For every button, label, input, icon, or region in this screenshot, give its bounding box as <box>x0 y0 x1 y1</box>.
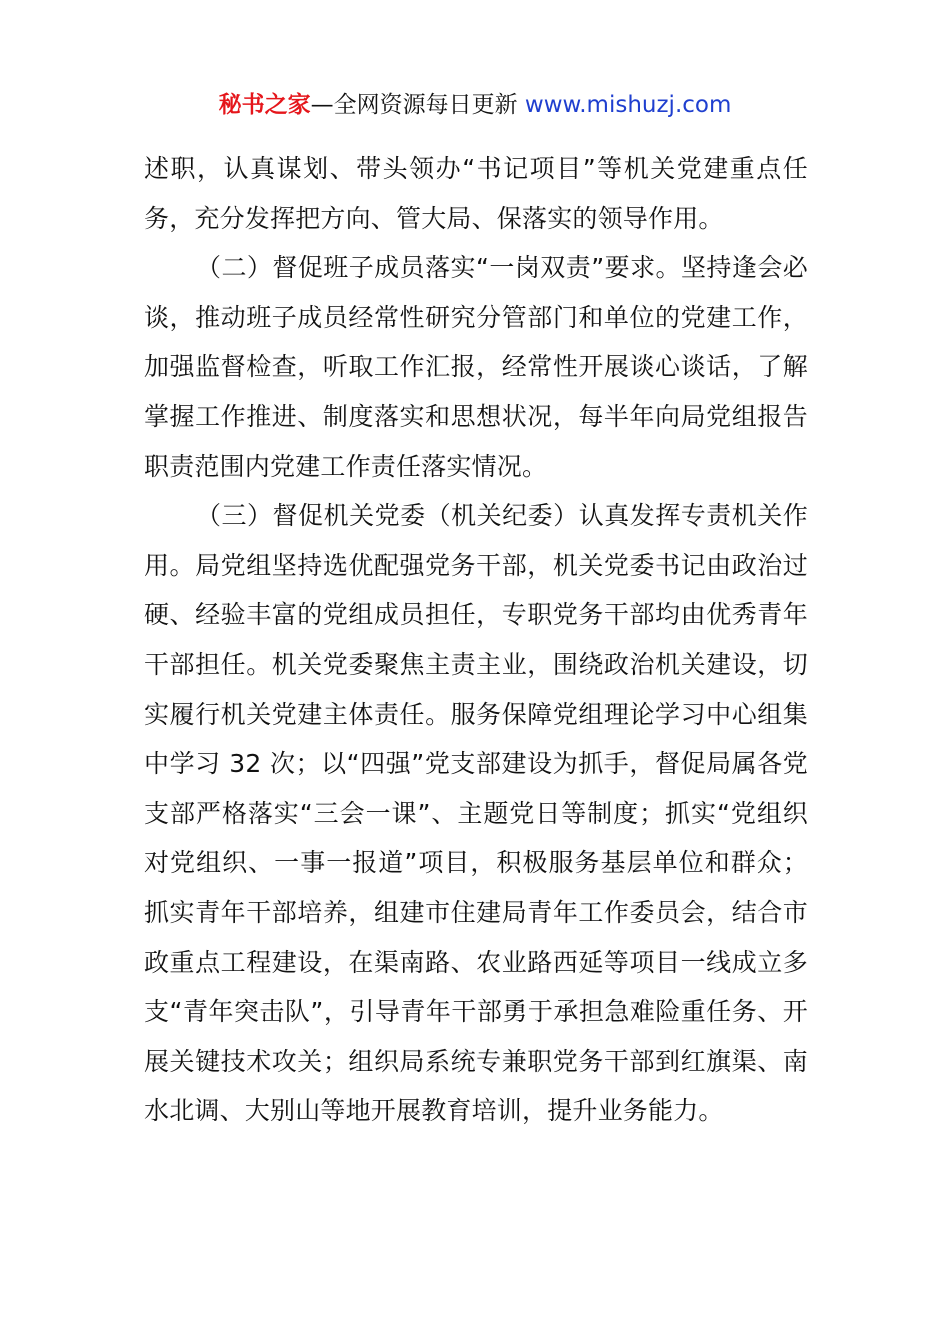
body-text <box>144 144 808 1136</box>
paragraph-continuation: 述职，认真谋划、带头领办“书记项目”等机关党建重点任务，充分发挥把方向、管大局、保落实的领导作用。 <box>144 154 808 233</box>
header-brand: 秘书之家 <box>218 92 311 118</box>
page-header <box>0 88 950 122</box>
paragraph-section-3: （三）督促机关党委（机关纪委）认真发挥专责机关作用。局党组坚持选优配强党务干部，机关党委书记由政治过硬、经验丰富的党组成员担任，专职党务干部均由优秀青年干部担任。机关党委聚焦主责主业，围绕政治机关建设，切实履行机关党建主体责任。服务保障党组理论学习中心组集中学习 32 次；以“四强”党支部建设为抓手，督促局属各党支部严格落实“三会一课”、主题党日等制度；抓实“党组织对党组织、一事一报道”项目，积极服务基层单位和群众；抓实青年干部培养，组建市住建局青年工作委员会，结合市政重点工程建设，在渠南路、农业路西延等项目一线成立多支“青年突击队”，引导青年干部勇于承担急难险重任务、开展关键技术攻关；组织局系统专兼职党务干部到红旗渠、南水北调、大别山等地开展教育培训，提升业务能力。 <box>144 501 808 1126</box>
header-url-link[interactable]: www.mishuzj.com <box>524 92 732 118</box>
header-tagline: —全网资源每日更新 <box>310 92 525 118</box>
paragraph-section-2: （二）督促班子成员落实“一岗双责”要求。坚持逢会必谈，推动班子成员经常性研究分管部门和单位的党建工作，加强监督检查，听取工作汇报，经常性开展谈心谈话，了解掌握工作推进、制度落实和思想状况，每半年向局党组报告职责范围内党建工作责任落实情况。 <box>144 253 808 481</box>
